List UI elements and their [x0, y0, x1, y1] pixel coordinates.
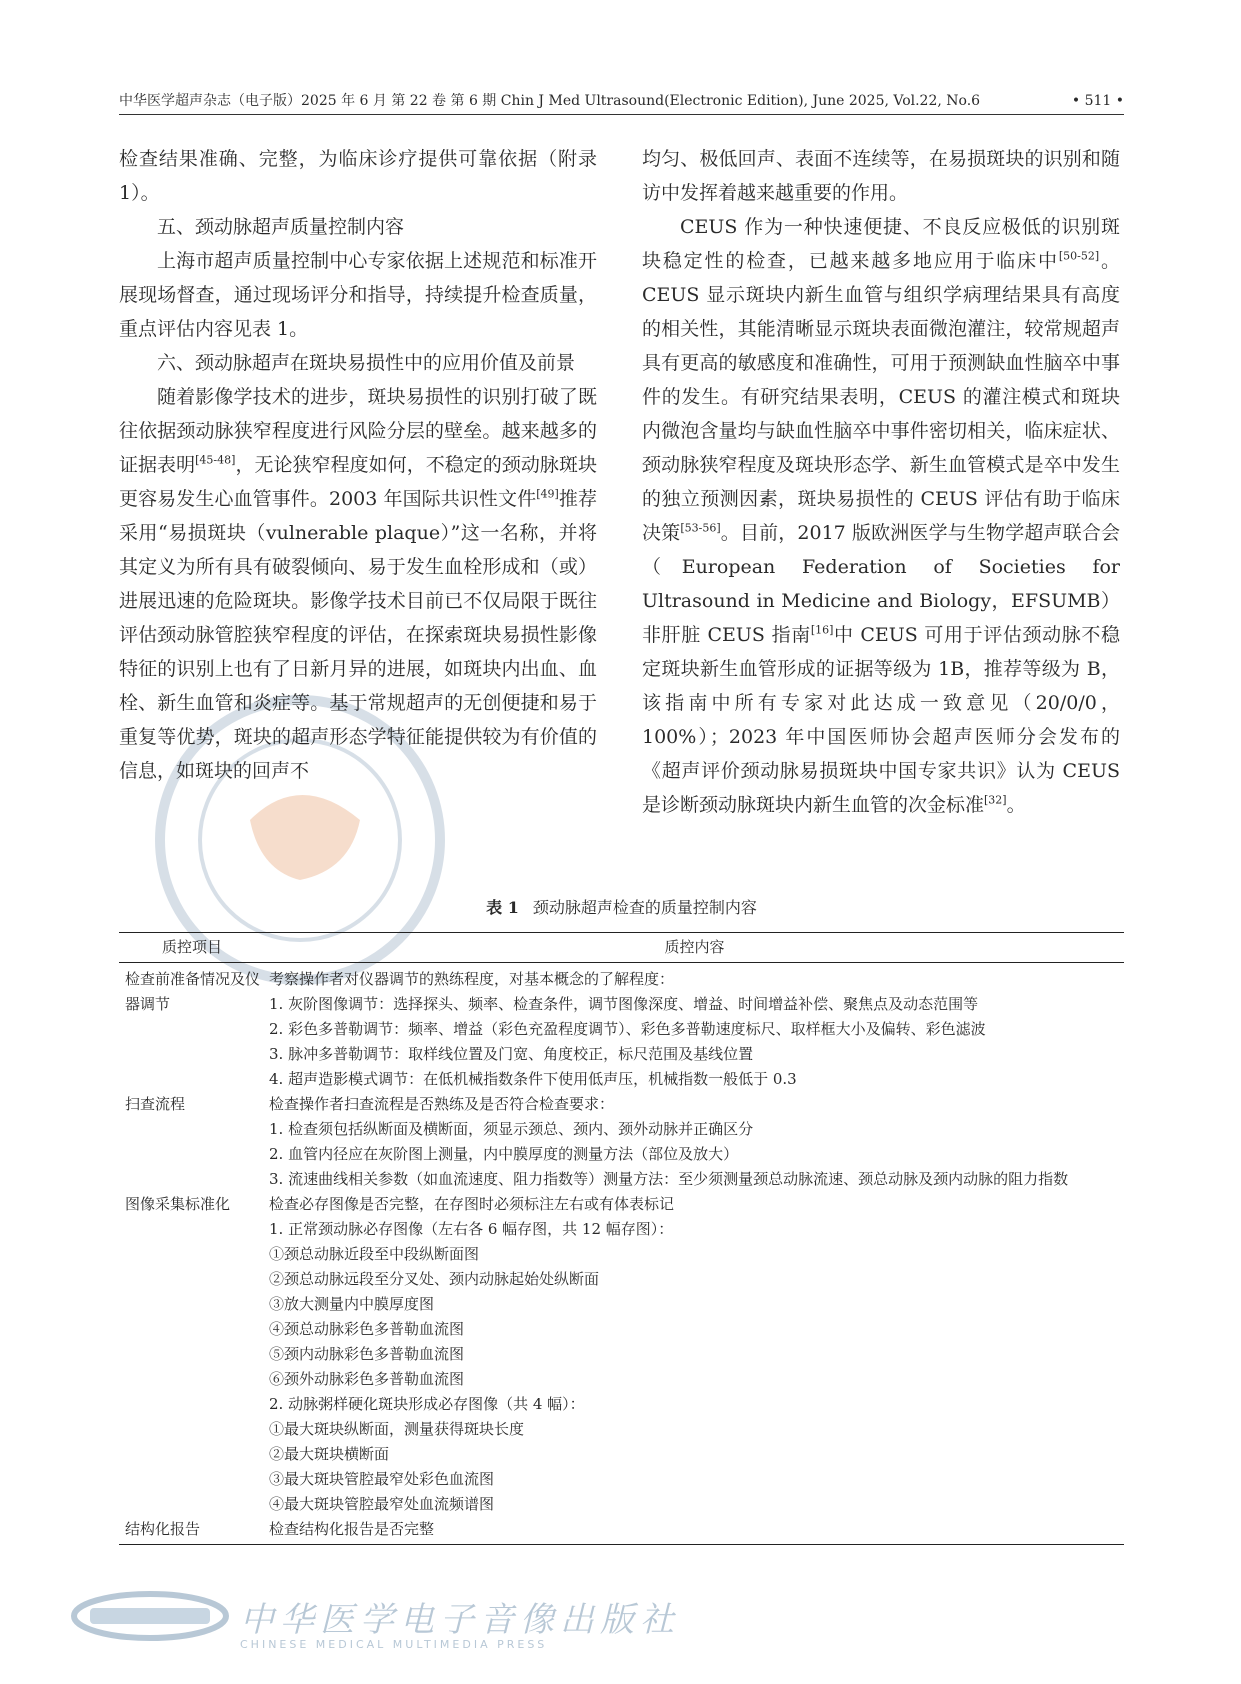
qc-content-cell	[265, 963, 1124, 1093]
qc-content-line: 2. 彩色多普勒调节：频率、增益（彩色充盈程度调节）、彩色多普勒速度标尺、取样框大小及偏转、彩色滤波	[269, 1020, 986, 1038]
qc-content-line: 1. 灰阶图像调节：选择探头、频率、检查条件，调节图像深度、增益、时间增益补偿、聚焦点及动态范围等	[269, 995, 979, 1013]
citation-ref: [53-56]	[680, 521, 721, 535]
table-row	[119, 1517, 1124, 1545]
column-header: 质控项目	[119, 933, 265, 963]
page-number: • 511 •	[1071, 93, 1124, 109]
citation-ref: [49]	[536, 487, 559, 501]
column-header: 质控内容	[265, 933, 1124, 963]
qc-item-cell: 结构化报告	[119, 1517, 265, 1545]
qc-content-line: 4. 超声造影模式调节：在低机械指数条件下使用低声压，机械指数一般低于 0.3	[269, 1070, 797, 1088]
qc-content-line: ⑥颈外动脉彩色多普勒血流图	[269, 1370, 465, 1388]
qc-content-line: 检查操作者扫查流程是否熟练及是否符合检查要求：	[269, 1095, 615, 1113]
running-header	[119, 88, 1124, 115]
table-caption	[119, 896, 1124, 920]
qc-content-line: ④颈总动脉彩色多普勒血流图	[269, 1320, 465, 1338]
qc-content-line: 考察操作者对仪器调节的熟练程度，对基本概念的了解程度：	[269, 970, 675, 988]
journal-citation: 中华医学超声杂志（电子版）2025 年 6 月 第 22 卷 第 6 期 Chin J Med Ultrasound(Electronic Edition), June 2025, Vol.22, No.6	[119, 93, 981, 109]
qc-content-line: ①最大斑块纵断面，测量获得斑块长度	[269, 1420, 525, 1438]
citation-ref: [32]	[984, 793, 1007, 807]
table-header-row	[119, 933, 1124, 963]
text-span: 中 CEUS 可用于评估颈动脉不稳定斑块新生血管形成的证据等级为 1B，推荐等级为 B，该指南中所有专家对此达成一致意见（20/0/0，100%）；2023 年中国医师协会超声医师分会发布的《超声评价颈动脉易损斑块中国专家共识》认为 CEUS 是诊断颈动脉斑块内新生血管的次金标准	[642, 624, 1120, 816]
qc-content-line: 2. 动脉粥样硬化斑块形成必存图像（共 4 幅）：	[269, 1395, 585, 1413]
publisher-logo	[70, 1586, 230, 1646]
left-column	[119, 142, 597, 788]
citation-ref: [16]	[810, 623, 834, 637]
qc-item-cell: 扫查流程	[125, 1095, 186, 1113]
text-span: 。	[1006, 794, 1026, 816]
qc-content-line: ④最大斑块管腔最窄处血流频谱图	[269, 1495, 495, 1513]
text-span: 推荐采用“易损斑块（vulnerable plaque）”这一名称，并将其定义为所有具有破裂倾向、易于发生血栓形成和（或）进展迅速的危险斑块。影像学技术目前已不仅局限于既往评估颈动脉管腔狭窄程度的评估，在探索斑块易损性影像特征的识别上也有了日新月异的进展，如斑块内出血、血栓、新生血管和炎症等。基于常规超声的无创便捷和易于重复等优势，斑块的超声形态学特征能提供较为有价值的信息，如斑块的回声不	[119, 488, 597, 782]
qc-content-line: 3. 脉冲多普勒调节：取样线位置及门宽、角度校正，标尺范围及基线位置	[269, 1045, 754, 1063]
citation-ref: [45-48]	[195, 453, 236, 467]
paragraph: 检查结果准确、完整，为临床诊疗提供可靠依据（附录 1）。	[119, 148, 597, 204]
qc-content-line: ③放大测量内中膜厚度图	[269, 1295, 435, 1313]
qc-content-line: 2. 血管内径应在灰阶图上测量，内中膜厚度的测量方法（部位及放大）	[269, 1145, 739, 1163]
section-heading-6: 六、颈动脉超声在斑块易损性中的应用价值及前景	[157, 352, 576, 374]
qc-content-line: 1. 检查须包括纵断面及横断面，须显示颈总、颈内、颈外动脉并正确区分	[269, 1120, 754, 1138]
qc-content-line: ②颈总动脉远段至分叉处、颈内动脉起始处纵断面	[269, 1270, 600, 1288]
right-column	[642, 142, 1120, 822]
table-row	[119, 963, 1124, 1093]
paragraph	[119, 380, 597, 788]
table-row	[119, 1192, 1124, 1517]
table-title: 颈动脉超声检查的质量控制内容	[532, 898, 757, 917]
qc-content-line: ⑤颈内动脉彩色多普勒血流图	[269, 1345, 465, 1363]
qc-content-line: 1. 正常颈动脉必存图像（左右各 6 幅存图，共 12 幅存图）：	[269, 1220, 674, 1238]
publisher-name-en: CHINESE MEDICAL MULTIMEDIA PRESS	[240, 1638, 548, 1651]
table-row	[119, 1092, 1124, 1192]
citation-ref: [50-52]	[1058, 249, 1100, 263]
qc-content-line: 检查结构化报告是否完整	[269, 1520, 435, 1538]
qc-content-line: ③最大斑块管腔最窄处彩色血流图	[269, 1470, 495, 1488]
qc-content-cell	[265, 1517, 1124, 1545]
qc-content-line: 3. 流速曲线相关参数（如血流速度、阻力指数等）测量方法：至少须测量颈总动脉流速、颈总动脉及颈内动脉的阻力指数	[269, 1170, 1069, 1188]
qc-content-line: ①颈总动脉近段至中段纵断面图	[269, 1245, 480, 1263]
text-span: CEUS 作为一种快速便捷、不良反应极低的识别斑块稳定性的检查，已越来越多地应用于临床中	[642, 216, 1120, 272]
paragraph: 均匀、极低回声、表面不连续等，在易损斑块的识别和随访中发挥着越来越重要的作用。	[642, 148, 1120, 204]
text-span: ，无论狭窄程度如何，不稳定的颈动脉斑块更容易发生心血管事件。2003 年国际共识性文件	[119, 454, 597, 510]
qc-content-cell	[265, 1092, 1124, 1192]
section-heading-5: 五、颈动脉超声质量控制内容	[157, 216, 405, 238]
paragraph	[642, 210, 1120, 822]
text-span: 随着影像学技术的进步，斑块易损性的识别打破了既往依据颈动脉狭窄程度进行风险分层的壁垒。越来越多的证据表明	[119, 386, 597, 476]
text-span: 。目前，2017 版欧洲医学与生物学超声联合会（European Federation of Societies for Ultrasound in Medicine and Biology，EFSUMB）非肝脏 CEUS 指南	[642, 522, 1120, 646]
quality-control-table	[119, 932, 1124, 1545]
text-span: 。CEUS 显示斑块内新生血管与组织学病理结果具有高度的相关性，其能清晰显示斑块表面微泡灌注，较常规超声具有更高的敏感度和准确性，可用于预测缺血性脑卒中事件的发生。有研究结果表明，CEUS 的灌注模式和斑块内微泡含量均与缺血性脑卒中事件密切相关，临床症状、颈动脉狭窄程度及斑块形态学、新生血管模式是卒中发生的独立预测因素，斑块易损性的 CEUS 评估有助于临床决策	[642, 250, 1120, 544]
qc-item-cell: 图像采集标准化	[125, 1195, 231, 1213]
paragraph: 上海市超声质量控制中心专家依据上述规范和标准开展现场督查，通过现场评分和指导，持续提升检查质量，重点评估内容见表 1。	[119, 250, 597, 340]
qc-item-cell: 检查前准备情况及仪器调节	[125, 970, 261, 1013]
qc-content-line: 检查必存图像是否完整，在存图时必须标注左右或有体表标记	[269, 1195, 675, 1213]
qc-content-cell	[265, 1192, 1124, 1517]
publisher-name: 中华医学电子音像出版社	[240, 1600, 680, 1640]
table-label: 表 1	[486, 898, 519, 917]
qc-content-line: ②最大斑块横断面	[269, 1445, 390, 1463]
